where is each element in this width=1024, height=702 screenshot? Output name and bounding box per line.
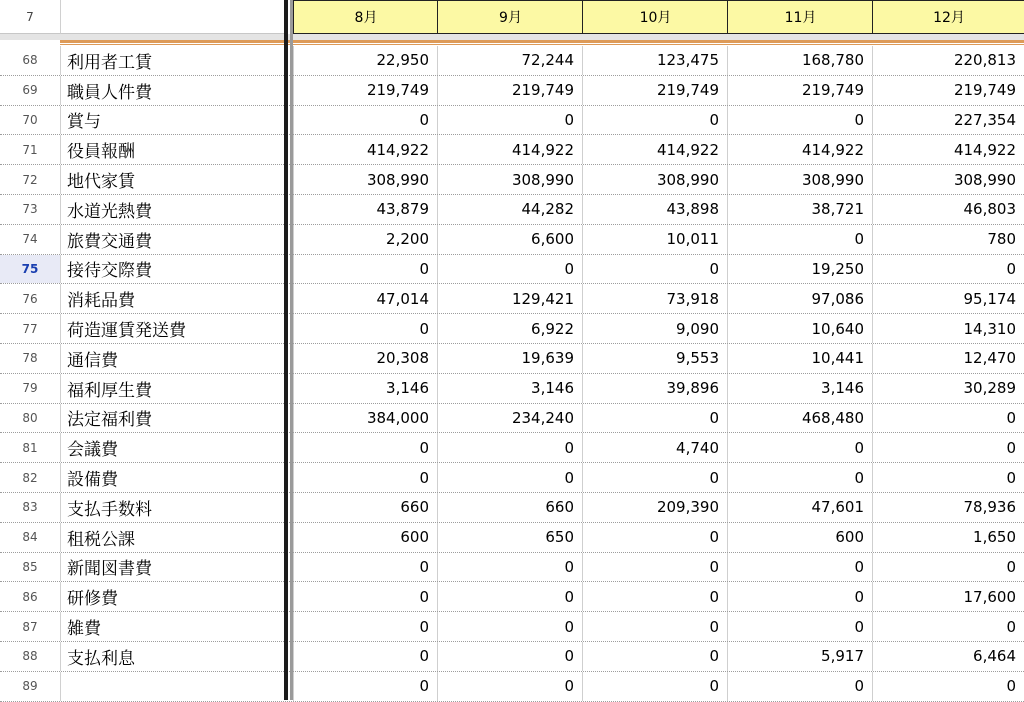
month-header-cell[interactable]: 9月 (437, 0, 583, 34)
account-label-cell[interactable]: 荷造運賃発送費 (60, 314, 284, 343)
account-label-cell[interactable] (60, 672, 284, 701)
table-row (0, 523, 1024, 553)
value-cell[interactable]: 0 (437, 642, 582, 671)
account-label-cell[interactable]: 会議費 (60, 433, 284, 462)
value-cell[interactable]: 38,721 (727, 195, 872, 224)
value-cell[interactable]: 0 (293, 255, 437, 284)
value-cell[interactable]: 414,922 (293, 135, 437, 164)
value-cell[interactable]: 19,250 (727, 255, 872, 284)
value-cell[interactable]: 0 (872, 553, 1024, 582)
value-cell[interactable]: 0 (872, 255, 1024, 284)
value-cell[interactable]: 10,011 (582, 225, 727, 254)
row-header[interactable]: 81 (0, 433, 60, 462)
value-cell[interactable]: 219,749 (437, 76, 582, 105)
value-cell[interactable]: 600 (293, 523, 437, 552)
table-row (0, 493, 1024, 523)
value-cell[interactable]: 39,896 (582, 374, 727, 403)
value-cell[interactable]: 219,749 (872, 76, 1024, 105)
value-cell[interactable]: 468,480 (727, 404, 872, 433)
month-header-cell[interactable]: 10月 (582, 0, 728, 34)
account-label-cell[interactable]: 役員報酬 (60, 135, 284, 164)
value-cell[interactable]: 0 (727, 553, 872, 582)
value-cell[interactable]: 650 (437, 523, 582, 552)
value-cell[interactable]: 46,803 (872, 195, 1024, 224)
value-cell[interactable]: 0 (872, 672, 1024, 701)
value-cell[interactable]: 0 (437, 255, 582, 284)
value-cell[interactable]: 5,917 (727, 642, 872, 671)
table-row (0, 46, 1024, 76)
value-cell[interactable]: 10,640 (727, 314, 872, 343)
row-header[interactable]: 83 (0, 493, 60, 522)
frozen-column-divider-shadow (290, 0, 293, 700)
header-border-thin (60, 44, 1024, 45)
data-grid (0, 46, 1024, 702)
row-header[interactable]: 73 (0, 195, 60, 224)
value-cell[interactable]: 44,282 (437, 195, 582, 224)
value-cell[interactable]: 219,749 (293, 76, 437, 105)
value-cell[interactable]: 660 (437, 493, 582, 522)
value-cell[interactable]: 0 (293, 314, 437, 343)
header-border (60, 40, 1024, 43)
value-cell[interactable]: 308,990 (727, 165, 872, 194)
value-cell[interactable]: 47,014 (293, 284, 437, 313)
value-cell[interactable]: 20,308 (293, 344, 437, 373)
value-cell[interactable]: 308,990 (293, 165, 437, 194)
value-cell[interactable]: 0 (582, 255, 727, 284)
value-cell[interactable]: 43,879 (293, 195, 437, 224)
value-cell[interactable]: 414,922 (727, 135, 872, 164)
account-label-cell[interactable]: 接待交際費 (60, 255, 284, 284)
value-cell[interactable]: 0 (727, 433, 872, 462)
value-cell[interactable]: 72,244 (437, 46, 582, 75)
frozen-header-row (0, 0, 1024, 34)
value-cell[interactable]: 0 (727, 463, 872, 492)
value-cell[interactable]: 0 (293, 106, 437, 135)
value-cell[interactable]: 219,749 (582, 76, 727, 105)
value-cell[interactable]: 308,990 (872, 165, 1024, 194)
value-cell[interactable]: 0 (582, 612, 727, 641)
value-cell[interactable]: 0 (437, 672, 582, 701)
account-label-cell[interactable]: 設備費 (60, 463, 284, 492)
value-cell[interactable]: 0 (293, 612, 437, 641)
table-row (0, 225, 1024, 255)
row-header[interactable]: 71 (0, 135, 60, 164)
row-header[interactable]: 86 (0, 582, 60, 611)
value-cell[interactable]: 0 (582, 582, 727, 611)
value-cell[interactable]: 1,650 (872, 523, 1024, 552)
row-header[interactable]: 87 (0, 612, 60, 641)
table-row (0, 612, 1024, 642)
table-row (0, 344, 1024, 374)
table-row (0, 582, 1024, 612)
value-cell[interactable]: 0 (437, 433, 582, 462)
account-label-cell[interactable]: 利用者工賃 (60, 46, 284, 75)
value-cell[interactable]: 97,086 (727, 284, 872, 313)
value-cell[interactable]: 414,922 (582, 135, 727, 164)
table-row (0, 314, 1024, 344)
account-label-cell[interactable]: 水道光熱費 (60, 195, 284, 224)
value-cell[interactable]: 600 (727, 523, 872, 552)
row-header[interactable]: 78 (0, 344, 60, 373)
table-row (0, 553, 1024, 583)
row-header[interactable]: 85 (0, 553, 60, 582)
value-cell[interactable]: 219,749 (727, 76, 872, 105)
account-label-cell[interactable]: 雑費 (60, 612, 284, 641)
value-cell[interactable]: 0 (437, 463, 582, 492)
row-header[interactable]: 79 (0, 374, 60, 403)
row-header[interactable]: 80 (0, 404, 60, 433)
row-header[interactable]: 69 (0, 76, 60, 105)
row-header[interactable]: 72 (0, 165, 60, 194)
value-cell[interactable]: 414,922 (437, 135, 582, 164)
value-cell[interactable]: 0 (727, 612, 872, 641)
account-label-cell[interactable]: 消耗品費 (60, 284, 284, 313)
value-cell[interactable]: 17,600 (872, 582, 1024, 611)
value-cell[interactable]: 0 (872, 612, 1024, 641)
value-cell[interactable]: 123,475 (582, 46, 727, 75)
value-cell[interactable]: 234,240 (437, 404, 582, 433)
value-cell[interactable]: 0 (727, 672, 872, 701)
value-cell[interactable]: 209,390 (582, 493, 727, 522)
value-cell[interactable]: 3,146 (437, 374, 582, 403)
value-cell[interactable]: 9,553 (582, 344, 727, 373)
value-cell[interactable]: 308,990 (437, 165, 582, 194)
row-header[interactable]: 88 (0, 642, 60, 671)
value-cell[interactable]: 780 (872, 225, 1024, 254)
value-cell[interactable]: 0 (437, 582, 582, 611)
value-cell[interactable]: 9,090 (582, 314, 727, 343)
table-row (0, 255, 1024, 285)
row-header[interactable]: 84 (0, 523, 60, 552)
value-cell[interactable]: 0 (582, 523, 727, 552)
account-label-cell[interactable]: 旅費交通費 (60, 225, 284, 254)
value-cell[interactable]: 0 (727, 225, 872, 254)
account-label-cell[interactable]: 地代家賃 (60, 165, 284, 194)
row-header[interactable]: 77 (0, 314, 60, 343)
value-cell[interactable]: 78,936 (872, 493, 1024, 522)
value-cell[interactable]: 0 (582, 463, 727, 492)
value-cell[interactable]: 73,918 (582, 284, 727, 313)
value-cell[interactable]: 220,813 (872, 46, 1024, 75)
value-cell[interactable]: 10,441 (727, 344, 872, 373)
table-row (0, 76, 1024, 106)
value-cell[interactable]: 22,950 (293, 46, 437, 75)
value-cell[interactable]: 168,780 (727, 46, 872, 75)
value-cell[interactable]: 0 (582, 672, 727, 701)
value-cell[interactable]: 0 (582, 553, 727, 582)
table-row (0, 433, 1024, 463)
table-row (0, 135, 1024, 165)
row-header[interactable]: 7 (0, 0, 60, 34)
account-label-cell[interactable]: 研修費 (60, 582, 284, 611)
value-cell[interactable]: 0 (437, 106, 582, 135)
value-cell[interactable]: 4,740 (582, 433, 727, 462)
account-label-cell[interactable]: 福利厚生費 (60, 374, 284, 403)
account-label-cell[interactable]: 法定福利費 (60, 404, 284, 433)
account-label-cell[interactable]: 賞与 (60, 106, 284, 135)
month-header-cell[interactable]: 12月 (872, 0, 1024, 34)
value-cell[interactable]: 0 (872, 463, 1024, 492)
value-cell[interactable]: 3,146 (727, 374, 872, 403)
value-cell[interactable]: 227,354 (872, 106, 1024, 135)
row-header[interactable]: 89 (0, 672, 60, 701)
table-row (0, 284, 1024, 314)
value-cell[interactable]: 6,464 (872, 642, 1024, 671)
value-cell[interactable]: 0 (293, 463, 437, 492)
row-header[interactable]: 70 (0, 106, 60, 135)
value-cell[interactable]: 43,898 (582, 195, 727, 224)
value-cell[interactable]: 0 (293, 672, 437, 701)
table-row (0, 374, 1024, 404)
value-cell[interactable]: 2,200 (293, 225, 437, 254)
table-row (0, 404, 1024, 434)
account-label-cell[interactable]: 支払手数料 (60, 493, 284, 522)
frozen-column-divider[interactable] (284, 0, 288, 700)
value-cell[interactable]: 414,922 (872, 135, 1024, 164)
value-cell[interactable]: 0 (293, 642, 437, 671)
value-cell[interactable]: 6,922 (437, 314, 582, 343)
value-cell[interactable]: 384,000 (293, 404, 437, 433)
month-header-cell[interactable]: 8月 (293, 0, 438, 34)
value-cell[interactable]: 12,470 (872, 344, 1024, 373)
row-header[interactable]: 68 (0, 46, 60, 75)
value-cell[interactable]: 19,639 (437, 344, 582, 373)
account-label-cell[interactable]: 新聞図書費 (60, 553, 284, 582)
row-header[interactable]: 82 (0, 463, 60, 492)
value-cell[interactable]: 0 (582, 642, 727, 671)
value-cell[interactable]: 95,174 (872, 284, 1024, 313)
table-row (0, 672, 1024, 702)
row-header[interactable]: 76 (0, 284, 60, 313)
value-cell[interactable]: 660 (293, 493, 437, 522)
value-cell[interactable]: 0 (582, 106, 727, 135)
table-row (0, 463, 1024, 493)
value-cell[interactable]: 6,600 (437, 225, 582, 254)
month-header-cell[interactable]: 11月 (727, 0, 873, 34)
account-label-cell[interactable]: 職員人件費 (60, 76, 284, 105)
value-cell[interactable]: 0 (727, 106, 872, 135)
account-label-cell[interactable]: 通信費 (60, 344, 284, 373)
table-row (0, 195, 1024, 225)
value-cell[interactable]: 30,289 (872, 374, 1024, 403)
value-cell[interactable]: 0 (872, 404, 1024, 433)
value-cell[interactable]: 0 (727, 582, 872, 611)
value-cell[interactable]: 0 (437, 612, 582, 641)
value-cell[interactable]: 0 (437, 553, 582, 582)
table-row (0, 106, 1024, 136)
value-cell[interactable]: 3,146 (293, 374, 437, 403)
value-cell[interactable]: 0 (293, 582, 437, 611)
value-cell[interactable]: 14,310 (872, 314, 1024, 343)
value-cell[interactable]: 0 (293, 553, 437, 582)
value-cell[interactable]: 0 (582, 404, 727, 433)
value-cell[interactable]: 308,990 (582, 165, 727, 194)
value-cell[interactable]: 47,601 (727, 493, 872, 522)
header-label-cell[interactable] (60, 0, 285, 34)
value-cell[interactable]: 0 (293, 433, 437, 462)
value-cell[interactable]: 129,421 (437, 284, 582, 313)
table-row (0, 642, 1024, 672)
row-header[interactable]: 74 (0, 225, 60, 254)
table-row (0, 165, 1024, 195)
account-label-cell[interactable]: 支払利息 (60, 642, 284, 671)
row-header[interactable]: 75 (0, 255, 60, 284)
value-cell[interactable]: 0 (872, 433, 1024, 462)
account-label-cell[interactable]: 租税公課 (60, 523, 284, 552)
